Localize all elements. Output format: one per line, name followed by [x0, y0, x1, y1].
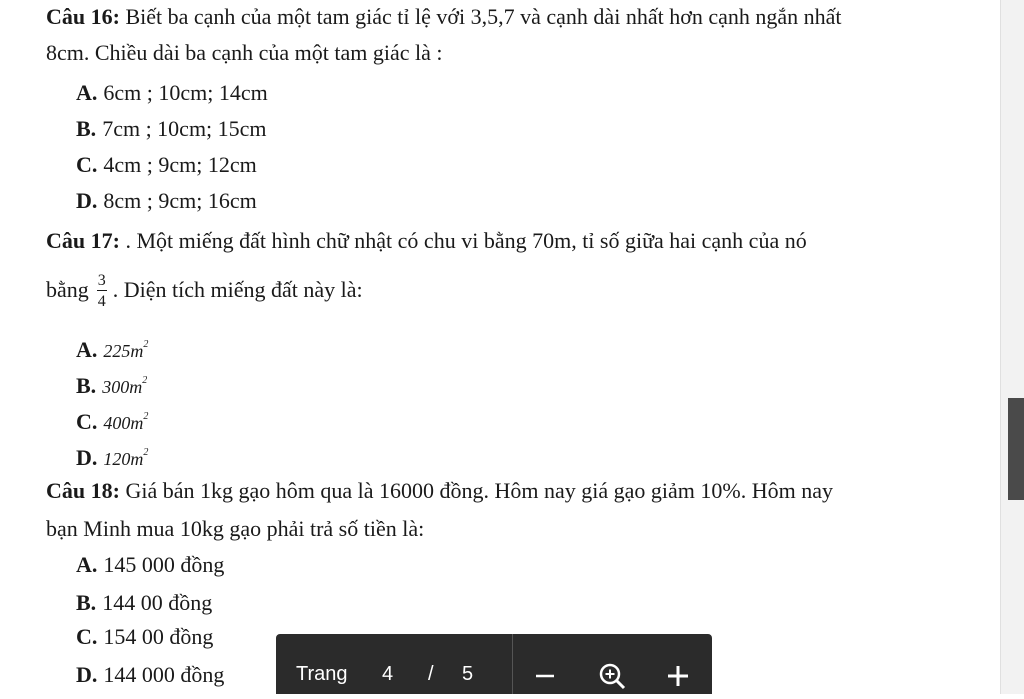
scrollbar-thumb[interactable] [1008, 398, 1024, 500]
fraction-numerator: 3 [97, 272, 106, 290]
total-pages: 5 [462, 663, 474, 685]
q17-label: Câu 17: [46, 228, 120, 253]
option-letter: B. [76, 373, 97, 398]
q18-text-line2: bạn Minh mua 10kg gạo phải trả số tiền là: [46, 516, 425, 541]
option-letter: D. [76, 662, 98, 687]
fraction [97, 273, 107, 310]
q18-line1 [46, 478, 833, 504]
option-superscript: 2 [143, 411, 149, 422]
option-value: 400m [103, 413, 144, 433]
option-value: 300m [102, 377, 143, 397]
option-text: 144 00 đồng [102, 590, 213, 615]
option-text: 144 000 đồng [103, 662, 225, 687]
q17-line1 [46, 228, 807, 254]
option-text: 6cm ; 10cm; 14cm [103, 80, 268, 105]
scrollbar-track[interactable] [1000, 0, 1024, 694]
magnifier-plus-icon [592, 654, 632, 694]
q16-text-line2: 8cm. Chiều dài ba cạnh của một tam giác là : [46, 40, 443, 65]
page-label: Trang [296, 663, 348, 685]
q17-text-prefix: bằng [46, 277, 89, 302]
q17-option-c [76, 404, 148, 436]
toolbar-divider [512, 634, 513, 694]
option-letter: D. [76, 188, 98, 213]
option-superscript: 2 [143, 339, 149, 350]
option-letter: D. [76, 445, 98, 470]
option-text: 154 00 đồng [103, 624, 214, 649]
option-superscript: 2 [142, 375, 148, 386]
option-letter: C. [76, 409, 98, 434]
option-text: 7cm ; 10cm; 15cm [102, 116, 267, 141]
q17-option-b [76, 368, 147, 400]
option-text: 8cm ; 9cm; 16cm [103, 188, 257, 213]
zoom-out-button[interactable] [526, 654, 566, 694]
q16-option-c [76, 152, 257, 178]
q16-option-a [76, 80, 268, 106]
option-letter: A. [76, 80, 98, 105]
plus-icon [658, 654, 698, 694]
q18-option-a [76, 552, 224, 578]
q17-text-line1: . Một miếng đất hình chữ nhật có chu vi bằng 70m, tỉ số giữa hai cạnh của nó [125, 228, 807, 253]
option-letter: A. [76, 552, 98, 577]
q18-option-b [76, 590, 212, 616]
q17-text-suffix: . Diện tích miếng đất này là: [112, 277, 363, 302]
option-text: 4cm ; 9cm; 12cm [103, 152, 257, 177]
current-page-number[interactable]: 4 [382, 663, 394, 685]
q18-text-line1: Giá bán 1kg gạo hôm qua là 16000 đồng. Hôm nay giá gạo giảm 10%. Hôm nay [125, 478, 833, 503]
option-letter: B. [76, 590, 97, 615]
q16-text-line1: Biết ba cạnh của một tam giác tỉ lệ với 3,5,7 và cạnh dài nhất hơn cạnh ngắn nhất [125, 4, 842, 29]
q17-line2 [46, 270, 363, 310]
q18-option-d [76, 662, 224, 688]
page-toolbar [276, 634, 712, 694]
option-superscript: 2 [143, 447, 149, 458]
option-letter: C. [76, 624, 98, 649]
fraction-denominator: 4 [97, 293, 106, 311]
option-text: 145 000 đồng [103, 552, 225, 577]
q16-option-d [76, 188, 257, 214]
zoom-in-button[interactable] [658, 654, 698, 694]
option-value: 120m [103, 449, 144, 469]
minus-icon [526, 654, 566, 694]
option-value: 225m [103, 341, 144, 361]
q16-label: Câu 16: [46, 4, 120, 29]
option-letter: C. [76, 152, 98, 177]
page-separator: / [428, 663, 434, 685]
q18-option-c [76, 624, 213, 650]
option-letter: B. [76, 116, 97, 141]
q16-line1 [46, 4, 842, 30]
q17-option-a [76, 332, 148, 364]
q16-option-b [76, 116, 267, 142]
option-letter: A. [76, 337, 98, 362]
q17-option-d [76, 440, 148, 472]
q18-label: Câu 18: [46, 478, 120, 503]
zoom-button[interactable] [592, 654, 632, 694]
